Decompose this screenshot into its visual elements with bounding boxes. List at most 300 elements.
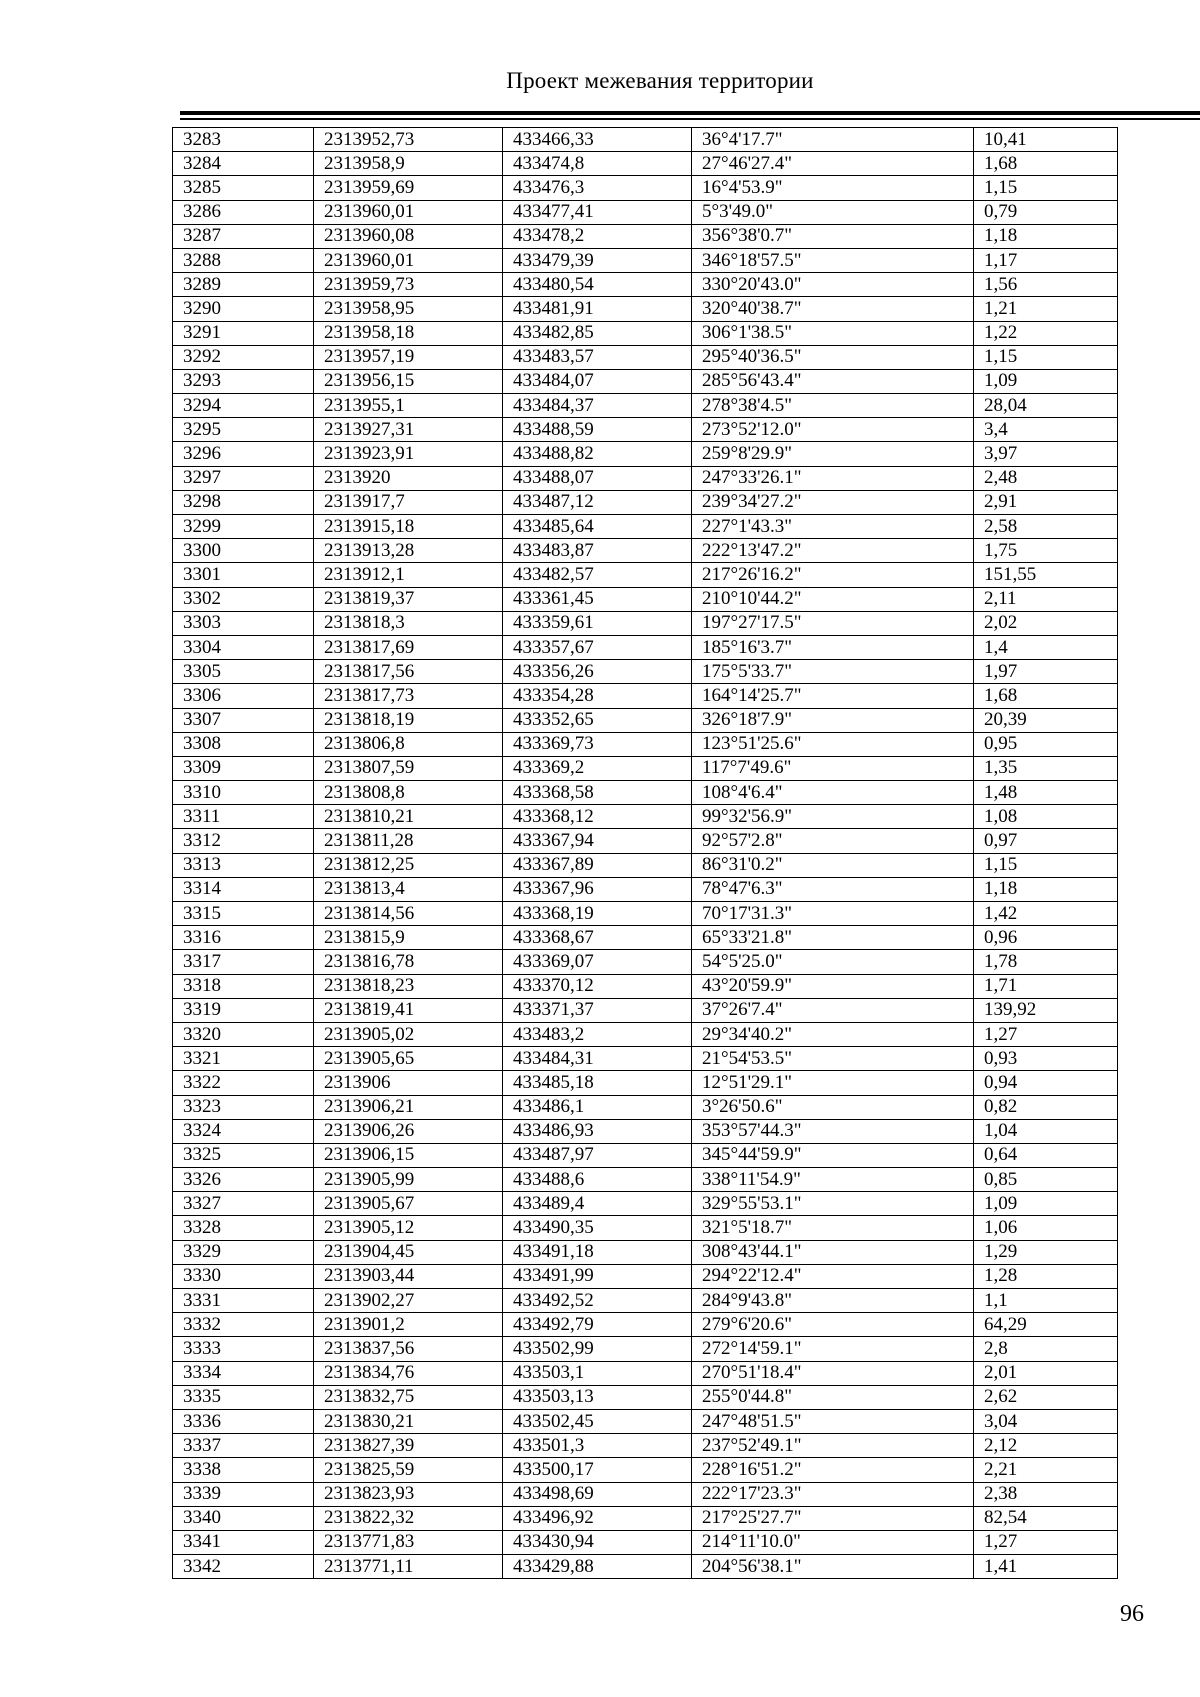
direction-angle-cell: 330°20'43.0" (692, 273, 974, 297)
y-coordinate-cell: 433367,89 (503, 853, 692, 877)
direction-angle-cell: 326°18'7.9" (692, 708, 974, 732)
y-coordinate-cell: 433356,26 (503, 660, 692, 684)
x-coordinate-cell: 2313906 (314, 1071, 503, 1095)
direction-angle-cell: 164°14'25.7" (692, 684, 974, 708)
coordinates-table (172, 127, 1118, 1579)
y-coordinate-cell: 433368,12 (503, 805, 692, 829)
y-coordinate-cell: 433367,94 (503, 829, 692, 853)
distance-cell: 1,15 (974, 853, 1118, 877)
y-coordinate-cell: 433354,28 (503, 684, 692, 708)
point-number-cell: 3327 (173, 1192, 314, 1216)
point-number-cell: 3320 (173, 1022, 314, 1046)
y-coordinate-cell: 433502,99 (503, 1337, 692, 1361)
point-number-cell: 3334 (173, 1361, 314, 1385)
table-row (173, 829, 1118, 853)
x-coordinate-cell: 2313816,78 (314, 950, 503, 974)
y-coordinate-cell: 433466,33 (503, 128, 692, 152)
direction-angle-cell: 5°3'49.0" (692, 200, 974, 224)
distance-cell: 10,41 (974, 128, 1118, 152)
point-number-cell: 3306 (173, 684, 314, 708)
x-coordinate-cell: 2313815,9 (314, 926, 503, 950)
point-number-cell: 3297 (173, 466, 314, 490)
y-coordinate-cell: 433503,13 (503, 1385, 692, 1409)
distance-cell: 2,58 (974, 515, 1118, 539)
x-coordinate-cell: 2313771,83 (314, 1530, 503, 1554)
direction-angle-cell: 273°52'12.0" (692, 418, 974, 442)
direction-angle-cell: 278°38'4.5" (692, 394, 974, 418)
direction-angle-cell: 308°43'44.1" (692, 1240, 974, 1264)
y-coordinate-cell: 433484,37 (503, 394, 692, 418)
x-coordinate-cell: 2313818,19 (314, 708, 503, 732)
y-coordinate-cell: 433486,1 (503, 1095, 692, 1119)
table-row (173, 418, 1118, 442)
point-number-cell: 3287 (173, 224, 314, 248)
table-row (173, 442, 1118, 466)
point-number-cell: 3294 (173, 394, 314, 418)
table-row (173, 974, 1118, 998)
y-coordinate-cell: 433368,19 (503, 902, 692, 926)
point-number-cell: 3311 (173, 805, 314, 829)
x-coordinate-cell: 2313817,56 (314, 660, 503, 684)
direction-angle-cell: 3°26'50.6" (692, 1095, 974, 1119)
distance-cell: 1,35 (974, 756, 1118, 780)
distance-cell: 1,78 (974, 950, 1118, 974)
table-row (173, 998, 1118, 1022)
direction-angle-cell: 222°13'47.2" (692, 539, 974, 563)
distance-cell: 1,09 (974, 1192, 1118, 1216)
direction-angle-cell: 117°7'49.6" (692, 756, 974, 780)
table-row (173, 1168, 1118, 1192)
direction-angle-cell: 353°57'44.3" (692, 1119, 974, 1143)
y-coordinate-cell: 433483,87 (503, 539, 692, 563)
point-number-cell: 3316 (173, 926, 314, 950)
table-row (173, 732, 1118, 756)
point-number-cell: 3286 (173, 200, 314, 224)
x-coordinate-cell: 2313952,73 (314, 128, 503, 152)
point-number-cell: 3318 (173, 974, 314, 998)
y-coordinate-cell: 433484,31 (503, 1047, 692, 1071)
point-number-cell: 3328 (173, 1216, 314, 1240)
point-number-cell: 3329 (173, 1240, 314, 1264)
point-number-cell: 3308 (173, 732, 314, 756)
distance-cell: 2,38 (974, 1482, 1118, 1506)
distance-cell: 1,41 (974, 1555, 1118, 1579)
distance-cell: 1,22 (974, 321, 1118, 345)
point-number-cell: 3325 (173, 1143, 314, 1167)
y-coordinate-cell: 433477,41 (503, 200, 692, 224)
direction-angle-cell: 86°31'0.2" (692, 853, 974, 877)
point-number-cell: 3293 (173, 369, 314, 393)
distance-cell: 1,71 (974, 974, 1118, 998)
table-row (173, 1047, 1118, 1071)
table-row (173, 587, 1118, 611)
y-coordinate-cell: 433490,35 (503, 1216, 692, 1240)
table-row (173, 515, 1118, 539)
distance-cell: 0,94 (974, 1071, 1118, 1095)
direction-angle-cell: 217°25'27.7" (692, 1506, 974, 1530)
distance-cell: 0,79 (974, 200, 1118, 224)
x-coordinate-cell: 2313955,1 (314, 394, 503, 418)
point-number-cell: 3289 (173, 273, 314, 297)
distance-cell: 1,1 (974, 1289, 1118, 1313)
y-coordinate-cell: 433498,69 (503, 1482, 692, 1506)
distance-cell: 1,27 (974, 1022, 1118, 1046)
distance-cell: 2,11 (974, 587, 1118, 611)
table-row (173, 611, 1118, 635)
x-coordinate-cell: 2313817,69 (314, 635, 503, 659)
x-coordinate-cell: 2313905,02 (314, 1022, 503, 1046)
point-number-cell: 3330 (173, 1264, 314, 1288)
x-coordinate-cell: 2313959,69 (314, 176, 503, 200)
distance-cell: 1,75 (974, 539, 1118, 563)
table-row (173, 756, 1118, 780)
table-row (173, 853, 1118, 877)
direction-angle-cell: 272°14'59.1" (692, 1337, 974, 1361)
point-number-cell: 3298 (173, 490, 314, 514)
x-coordinate-cell: 2313906,15 (314, 1143, 503, 1167)
distance-cell: 2,12 (974, 1434, 1118, 1458)
page-header-title: Проект межевания территории (506, 68, 814, 93)
y-coordinate-cell: 433361,45 (503, 587, 692, 611)
x-coordinate-cell: 2313822,32 (314, 1506, 503, 1530)
point-number-cell: 3339 (173, 1482, 314, 1506)
y-coordinate-cell: 433501,3 (503, 1434, 692, 1458)
direction-angle-cell: 210°10'44.2" (692, 587, 974, 611)
y-coordinate-cell: 433489,4 (503, 1192, 692, 1216)
direction-angle-cell: 43°20'59.9" (692, 974, 974, 998)
point-number-cell: 3324 (173, 1119, 314, 1143)
distance-cell: 1,28 (974, 1264, 1118, 1288)
distance-cell: 2,21 (974, 1458, 1118, 1482)
table-row (173, 563, 1118, 587)
table-row (173, 152, 1118, 176)
y-coordinate-cell: 433352,65 (503, 708, 692, 732)
y-coordinate-cell: 433496,92 (503, 1506, 692, 1530)
x-coordinate-cell: 2313906,26 (314, 1119, 503, 1143)
y-coordinate-cell: 433371,37 (503, 998, 692, 1022)
distance-cell: 20,39 (974, 708, 1118, 732)
point-number-cell: 3317 (173, 950, 314, 974)
direction-angle-cell: 237°52'49.1" (692, 1434, 974, 1458)
distance-cell: 1,68 (974, 684, 1118, 708)
distance-cell: 0,97 (974, 829, 1118, 853)
y-coordinate-cell: 433478,2 (503, 224, 692, 248)
x-coordinate-cell: 2313903,44 (314, 1264, 503, 1288)
direction-angle-cell: 36°4'17.7" (692, 128, 974, 152)
table-row (173, 1264, 1118, 1288)
x-coordinate-cell: 2313956,15 (314, 369, 503, 393)
x-coordinate-cell: 2313810,21 (314, 805, 503, 829)
direction-angle-cell: 356°38'0.7" (692, 224, 974, 248)
point-number-cell: 3322 (173, 1071, 314, 1095)
table-row (173, 1434, 1118, 1458)
y-coordinate-cell: 433500,17 (503, 1458, 692, 1482)
point-number-cell: 3332 (173, 1313, 314, 1337)
y-coordinate-cell: 433476,3 (503, 176, 692, 200)
x-coordinate-cell: 2313904,45 (314, 1240, 503, 1264)
distance-cell: 139,92 (974, 998, 1118, 1022)
table-row (173, 877, 1118, 901)
table-row (173, 297, 1118, 321)
x-coordinate-cell: 2313927,31 (314, 418, 503, 442)
point-number-cell: 3313 (173, 853, 314, 877)
y-coordinate-cell: 433492,79 (503, 1313, 692, 1337)
point-number-cell: 3301 (173, 563, 314, 587)
direction-angle-cell: 99°32'56.9" (692, 805, 974, 829)
direction-angle-cell: 294°22'12.4" (692, 1264, 974, 1288)
distance-cell: 1,06 (974, 1216, 1118, 1240)
x-coordinate-cell: 2313771,11 (314, 1555, 503, 1579)
point-number-cell: 3326 (173, 1168, 314, 1192)
direction-angle-cell: 21°54'53.5" (692, 1047, 974, 1071)
point-number-cell: 3284 (173, 152, 314, 176)
direction-angle-cell: 239°34'27.2" (692, 490, 974, 514)
distance-cell: 151,55 (974, 563, 1118, 587)
table-row (173, 466, 1118, 490)
y-coordinate-cell: 433488,6 (503, 1168, 692, 1192)
direction-angle-cell: 270°51'18.4" (692, 1361, 974, 1385)
x-coordinate-cell: 2313830,21 (314, 1409, 503, 1433)
header-rule-thick (180, 111, 1200, 115)
table-row (173, 781, 1118, 805)
direction-angle-cell: 108°4'6.4" (692, 781, 974, 805)
direction-angle-cell: 54°5'25.0" (692, 950, 974, 974)
x-coordinate-cell: 2313818,3 (314, 611, 503, 635)
table-row (173, 1385, 1118, 1409)
x-coordinate-cell: 2313957,19 (314, 345, 503, 369)
distance-cell: 1,42 (974, 902, 1118, 926)
table-row (173, 950, 1118, 974)
y-coordinate-cell: 433482,57 (503, 563, 692, 587)
x-coordinate-cell: 2313812,25 (314, 853, 503, 877)
direction-angle-cell: 214°11'10.0" (692, 1530, 974, 1554)
point-number-cell: 3290 (173, 297, 314, 321)
table-row (173, 635, 1118, 659)
direction-angle-cell: 295°40'36.5" (692, 345, 974, 369)
table-row (173, 176, 1118, 200)
table-row (173, 1119, 1118, 1143)
table-row (173, 490, 1118, 514)
y-coordinate-cell: 433370,12 (503, 974, 692, 998)
direction-angle-cell: 185°16'3.7" (692, 635, 974, 659)
x-coordinate-cell: 2313958,18 (314, 321, 503, 345)
table-row (173, 369, 1118, 393)
distance-cell: 2,01 (974, 1361, 1118, 1385)
x-coordinate-cell: 2313818,23 (314, 974, 503, 998)
x-coordinate-cell: 2313912,1 (314, 563, 503, 587)
point-number-cell: 3303 (173, 611, 314, 635)
direction-angle-cell: 197°27'17.5" (692, 611, 974, 635)
table-row (173, 1506, 1118, 1530)
y-coordinate-cell: 433491,99 (503, 1264, 692, 1288)
coordinates-table-body (173, 128, 1118, 1579)
x-coordinate-cell: 2313837,56 (314, 1337, 503, 1361)
table-row (173, 1555, 1118, 1579)
direction-angle-cell: 70°17'31.3" (692, 902, 974, 926)
direction-angle-cell: 227°1'43.3" (692, 515, 974, 539)
table-row (173, 926, 1118, 950)
table-row (173, 1361, 1118, 1385)
y-coordinate-cell: 433488,07 (503, 466, 692, 490)
point-number-cell: 3285 (173, 176, 314, 200)
point-number-cell: 3315 (173, 902, 314, 926)
table-row (173, 224, 1118, 248)
direction-angle-cell: 222°17'23.3" (692, 1482, 974, 1506)
distance-cell: 0,82 (974, 1095, 1118, 1119)
x-coordinate-cell: 2313958,9 (314, 152, 503, 176)
point-number-cell: 3300 (173, 539, 314, 563)
x-coordinate-cell: 2313959,73 (314, 273, 503, 297)
distance-cell: 1,29 (974, 1240, 1118, 1264)
distance-cell: 1,15 (974, 345, 1118, 369)
point-number-cell: 3309 (173, 756, 314, 780)
point-number-cell: 3305 (173, 660, 314, 684)
table-row (173, 1143, 1118, 1167)
distance-cell: 3,04 (974, 1409, 1118, 1433)
x-coordinate-cell: 2313906,21 (314, 1095, 503, 1119)
table-row (173, 1095, 1118, 1119)
y-coordinate-cell: 433488,82 (503, 442, 692, 466)
table-row (173, 1240, 1118, 1264)
table-row (173, 1409, 1118, 1433)
point-number-cell: 3341 (173, 1530, 314, 1554)
x-coordinate-cell: 2313905,67 (314, 1192, 503, 1216)
point-number-cell: 3338 (173, 1458, 314, 1482)
x-coordinate-cell: 2313902,27 (314, 1289, 503, 1313)
y-coordinate-cell: 433369,73 (503, 732, 692, 756)
distance-cell: 0,95 (974, 732, 1118, 756)
point-number-cell: 3296 (173, 442, 314, 466)
y-coordinate-cell: 433487,12 (503, 490, 692, 514)
table-row (173, 128, 1118, 152)
table-row (173, 684, 1118, 708)
point-number-cell: 3302 (173, 587, 314, 611)
direction-angle-cell: 338°11'54.9" (692, 1168, 974, 1192)
direction-angle-cell: 285°56'43.4" (692, 369, 974, 393)
x-coordinate-cell: 2313958,95 (314, 297, 503, 321)
x-coordinate-cell: 2313806,8 (314, 732, 503, 756)
table-row (173, 394, 1118, 418)
x-coordinate-cell: 2313915,18 (314, 515, 503, 539)
page-number: 96 (1120, 1601, 1144, 1627)
table-row (173, 1530, 1118, 1554)
direction-angle-cell: 329°55'53.1" (692, 1192, 974, 1216)
direction-angle-cell: 92°57'2.8" (692, 829, 974, 853)
point-number-cell: 3342 (173, 1555, 314, 1579)
distance-cell: 82,54 (974, 1506, 1118, 1530)
y-coordinate-cell: 433491,18 (503, 1240, 692, 1264)
y-coordinate-cell: 433484,07 (503, 369, 692, 393)
x-coordinate-cell: 2313819,37 (314, 587, 503, 611)
point-number-cell: 3307 (173, 708, 314, 732)
table-row (173, 1071, 1118, 1095)
x-coordinate-cell: 2313960,01 (314, 200, 503, 224)
direction-angle-cell: 175°5'33.7" (692, 660, 974, 684)
distance-cell: 1,68 (974, 152, 1118, 176)
point-number-cell: 3340 (173, 1506, 314, 1530)
point-number-cell: 3291 (173, 321, 314, 345)
y-coordinate-cell: 433429,88 (503, 1555, 692, 1579)
direction-angle-cell: 37°26'7.4" (692, 998, 974, 1022)
distance-cell: 1,4 (974, 635, 1118, 659)
table-row (173, 1022, 1118, 1046)
y-coordinate-cell: 433485,18 (503, 1071, 692, 1095)
y-coordinate-cell: 433488,59 (503, 418, 692, 442)
distance-cell: 64,29 (974, 1313, 1118, 1337)
direction-angle-cell: 306°1'38.5" (692, 321, 974, 345)
direction-angle-cell: 27°46'27.4" (692, 152, 974, 176)
point-number-cell: 3295 (173, 418, 314, 442)
distance-cell: 28,04 (974, 394, 1118, 418)
distance-cell: 1,18 (974, 224, 1118, 248)
point-number-cell: 3319 (173, 998, 314, 1022)
direction-angle-cell: 259°8'29.9" (692, 442, 974, 466)
y-coordinate-cell: 433483,57 (503, 345, 692, 369)
table-row (173, 273, 1118, 297)
y-coordinate-cell: 433503,1 (503, 1361, 692, 1385)
direction-angle-cell: 12°51'29.1" (692, 1071, 974, 1095)
y-coordinate-cell: 433502,45 (503, 1409, 692, 1433)
direction-angle-cell: 255°0'44.8" (692, 1385, 974, 1409)
y-coordinate-cell: 433369,07 (503, 950, 692, 974)
y-coordinate-cell: 433368,67 (503, 926, 692, 950)
distance-cell: 1,27 (974, 1530, 1118, 1554)
distance-cell: 2,8 (974, 1337, 1118, 1361)
y-coordinate-cell: 433479,39 (503, 248, 692, 272)
distance-cell: 3,4 (974, 418, 1118, 442)
table-row (173, 345, 1118, 369)
point-number-cell: 3333 (173, 1337, 314, 1361)
point-number-cell: 3336 (173, 1409, 314, 1433)
point-number-cell: 3288 (173, 248, 314, 272)
distance-cell: 2,48 (974, 466, 1118, 490)
y-coordinate-cell: 433483,2 (503, 1022, 692, 1046)
x-coordinate-cell: 2313905,65 (314, 1047, 503, 1071)
table-row (173, 321, 1118, 345)
table-row (173, 1337, 1118, 1361)
table-row (173, 902, 1118, 926)
x-coordinate-cell: 2313811,28 (314, 829, 503, 853)
x-coordinate-cell: 2313834,76 (314, 1361, 503, 1385)
y-coordinate-cell: 433357,67 (503, 635, 692, 659)
direction-angle-cell: 217°26'16.2" (692, 563, 974, 587)
table-row (173, 200, 1118, 224)
y-coordinate-cell: 433485,64 (503, 515, 692, 539)
distance-cell: 1,15 (974, 176, 1118, 200)
y-coordinate-cell: 433487,97 (503, 1143, 692, 1167)
point-number-cell: 3299 (173, 515, 314, 539)
point-number-cell: 3335 (173, 1385, 314, 1409)
distance-cell: 1,21 (974, 297, 1118, 321)
point-number-cell: 3323 (173, 1095, 314, 1119)
distance-cell: 0,85 (974, 1168, 1118, 1192)
x-coordinate-cell: 2313832,75 (314, 1385, 503, 1409)
y-coordinate-cell: 433474,8 (503, 152, 692, 176)
x-coordinate-cell: 2313923,91 (314, 442, 503, 466)
x-coordinate-cell: 2313807,59 (314, 756, 503, 780)
y-coordinate-cell: 433486,93 (503, 1119, 692, 1143)
distance-cell: 1,56 (974, 273, 1118, 297)
distance-cell: 2,91 (974, 490, 1118, 514)
direction-angle-cell: 65°33'21.8" (692, 926, 974, 950)
point-number-cell: 3337 (173, 1434, 314, 1458)
distance-cell: 1,09 (974, 369, 1118, 393)
point-number-cell: 3312 (173, 829, 314, 853)
direction-angle-cell: 247°33'26.1" (692, 466, 974, 490)
direction-angle-cell: 247°48'51.5" (692, 1409, 974, 1433)
y-coordinate-cell: 433359,61 (503, 611, 692, 635)
direction-angle-cell: 228°16'51.2" (692, 1458, 974, 1482)
